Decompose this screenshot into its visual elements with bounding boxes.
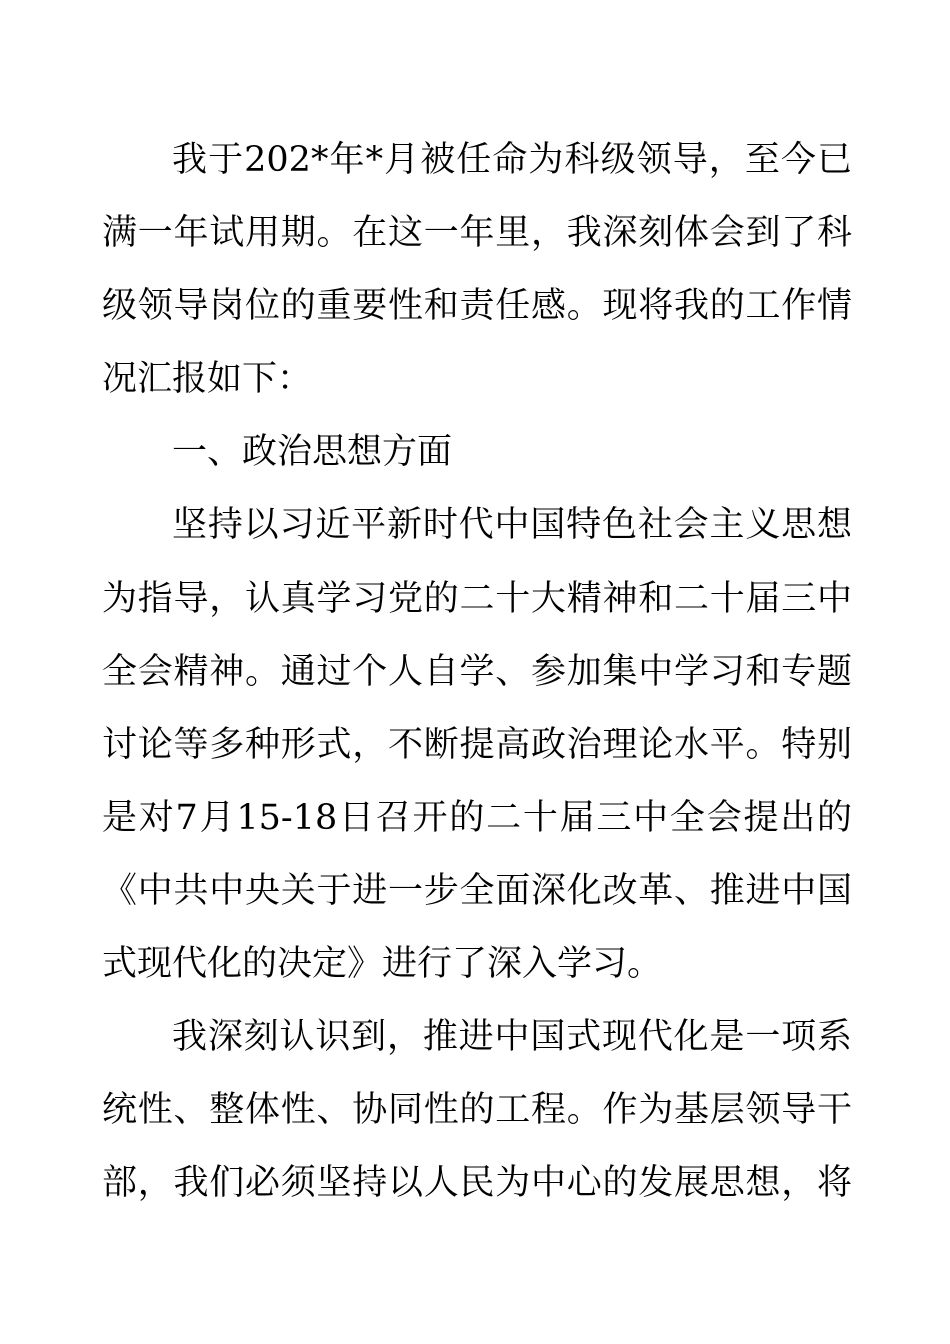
section-heading-political: 一、政治思想方面 (172, 432, 453, 473)
paragraph-1-line-1: 我于202*年*月被任命为科级领导，至今已 (172, 140, 852, 180)
paragraph-1-line-3: 级领导岗位的重要性和责任感。现将我的工作情 (102, 286, 852, 327)
paragraph-1-line-4: 况汇报如下： (102, 359, 313, 400)
paragraph-2-line-1: 坚持以习近平新时代中国特色社会主义思想 (172, 505, 852, 546)
paragraph-3-line-1: 我深刻认识到，推进中国式现代化是一项系 (172, 1017, 852, 1058)
paragraph-2-line-2: 为指导，认真学习党的二十大精神和二十届三中 (102, 578, 852, 619)
paragraph-2-line-5: 是对7月15-18日召开的二十届三中全会提出的 (102, 797, 852, 838)
paragraph-2-line-4: 讨论等多种形式，不断提高政治理论水平。特别 (102, 724, 852, 765)
document-body (102, 124, 852, 1220)
paragraph-3-line-2: 统性、整体性、协同性的工程。作为基层领导干 (102, 1090, 852, 1131)
paragraph-2-line-7: 式现代化的决定》进行了深入学习。 (102, 944, 663, 985)
paragraph-2-line-3: 全会精神。通过个人自学、参加集中学习和专题 (102, 651, 852, 692)
paragraph-2-line-6: 《中共中央关于进一步全面深化改革、推进中国 (102, 870, 852, 911)
paragraph-1-line-2: 满一年试用期。在这一年里，我深刻体会到了科 (102, 213, 852, 254)
paragraph-3-line-3: 部，我们必须坚持以人民为中心的发展思想，将 (102, 1163, 852, 1204)
